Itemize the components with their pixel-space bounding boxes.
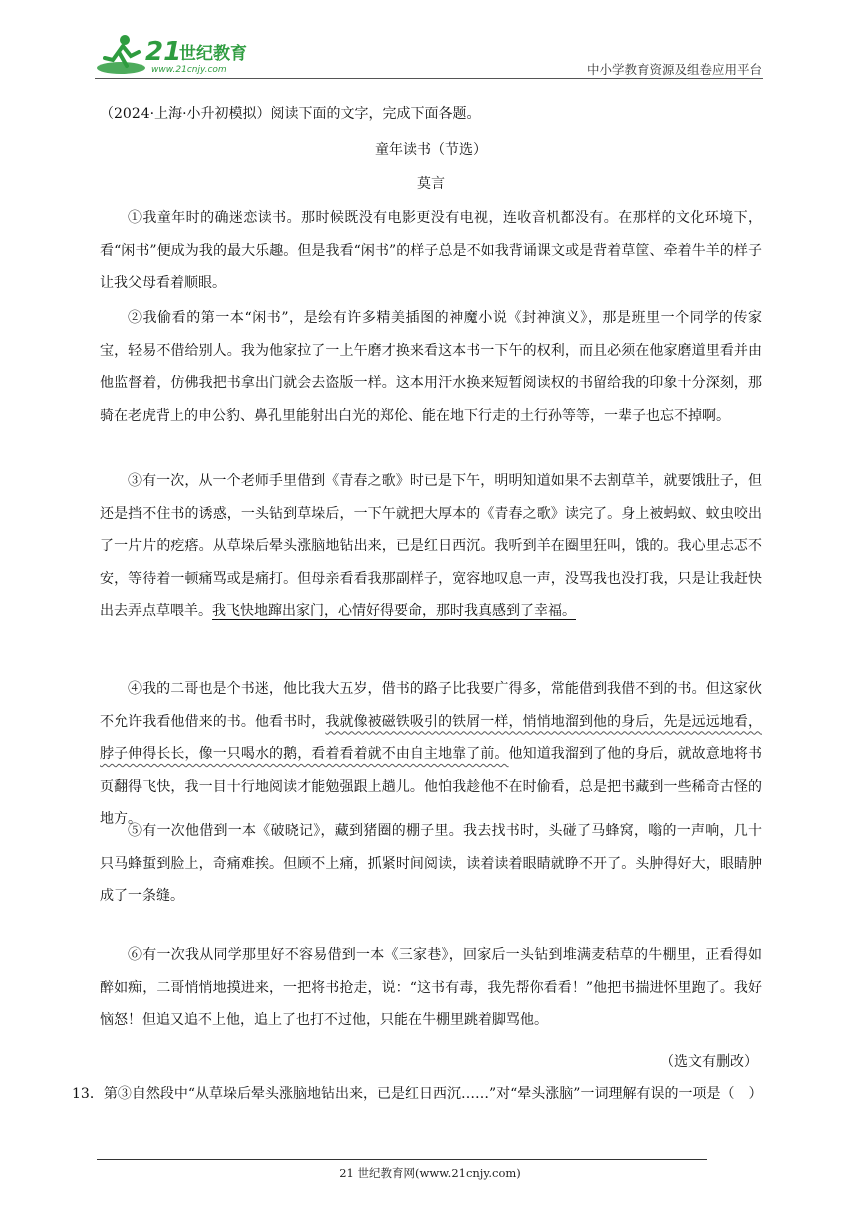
paragraph-3 — [100, 465, 762, 628]
paragraph-4 — [100, 673, 762, 836]
wavy-underlined-sentence: 我就像被磁铁吸引的铁屑一样，悄悄地溜到他的身后，先是远远地看，脖子伸得长长，像一只喝水的鹅，看着看着就不由自主地靠了前。 — [100, 713, 762, 762]
paragraph-4-text-b: 他知道我溜到了他的身后，就故意地将书页翻得飞快，我一目十行地阅读才能勉强跟上趟儿。他怕我趁他不在时偷看，总是把书藏到一些稀奇古怪的地方。 — [100, 746, 763, 827]
paragraph-2: ②我偷看的第一本“闲书”，是绘有许多精美插图的神魔小说《封神演义》，那是班里一个同学的传家宝，轻易不借给别人。我为他家拉了一上午磨才换来看这本书一下午的权利，而且必须在他家磨道里看并由他监督着，仿佛我把书拿出门就会去盗版一样。这本用汗水换来短暂阅读权的书留给我的印象十分深刻，那骑在老虎背上的申公豹、鼻孔里能射出白光的郑伦、能在地下行走的土行孙等等，一辈子也忘不掉啊。 — [100, 310, 762, 424]
page-footer: 21 世纪教育网(www.21cnjy.com) — [339, 1166, 521, 1180]
article-author: 莫言 — [417, 176, 445, 192]
paragraph-1: ①我童年时的确迷恋读书。那时候既没有电影更没有电视，连收音机都没有。在那样的文化环境下，看“闲书”便成为我的最大乐趣。但是我看“闲书”的样子总是不如我背诵课文或是背着草筐、牵着牛羊的样子让我父母看着顺眼。 — [100, 210, 762, 291]
intro-text: （2024·上海·小升初模拟）阅读下面的文字，完成下面各题。 — [100, 106, 481, 122]
site-name: 中小学教育资源及组卷应用平台 — [586, 62, 762, 77]
svg-text:21: 21 — [145, 37, 182, 67]
footer-divider — [97, 1159, 707, 1160]
paragraph-6: ⑥有一次我从同学那里好不容易借到一本《三家巷》，回家后一头钻到堆满麦秸草的牛棚里，正看得如醉如痴，二哥悄悄地摸进来，一把将书抢走，说：“这书有毒，我先帮你看看！”他把书揣进怀里跑了。我好恼怒！但追又追不上他，追上了也打不过他，只能在牛棚里跳着脚骂他。 — [100, 947, 762, 1028]
header-divider — [95, 78, 763, 79]
underlined-sentence: 我飞快地蹿出家门，心情好得要命，那时我真感到了幸福。 — [212, 603, 576, 619]
site-logo — [95, 30, 265, 78]
paragraph-4-text-a: ④我的二哥也是个书迷，他比我大五岁，借书的路子比我要广得多，常能借到我借不到的书。但这家伙不允许我看他借来的书。他看书时， — [100, 681, 762, 730]
paragraph-3-text: ③有一次，从一个老师手里借到《青春之歌》时已是下午，明明知道如果不去割草羊，就要饿肚子，但还是挡不住书的诱惑，一头钻到草垛后，一下午就把大厚本的《青春之歌》读完了。身上被蚂蚁、蚊虫咬出了一片片的疙瘩。从草垛后晕头涨脑地钻出来，已是红日西沉。我听到羊在圈里狂叫，饿的。我心里忐忑不安，等待着一顿痛骂或是痛打。但母亲看看我那副样子，宽容地叹息一声，没骂我也没打我，只是让我赶快出去弄点草喂羊。 — [100, 473, 762, 619]
paragraph-5: ⑤有一次他借到一本《破晓记》，藏到猪圈的棚子里。我去找书时，头碰了马蜂窝，嗡的一声响，几十只马蜂蜇到脸上，奇痛难挨。但顾不上痛，抓紧时间阅读，读着读着眼睛就睁不开了。头肿得好大，眼睛肿成了一条缝。 — [100, 823, 762, 904]
source-note: （选文有删改） — [660, 1054, 758, 1070]
article-title: 童年读书（节选） — [375, 142, 487, 158]
question-13: 13．第③自然段中“从草垛后晕头涨脑地钻出来，已是红日西沉……”对“晕头涨脑”一词理解有误的一项是（ ） — [72, 1086, 763, 1102]
svg-text:世纪教育: 世纪教育 — [179, 44, 247, 64]
svg-text:www.21cnjy.com: www.21cnjy.com — [151, 65, 227, 75]
